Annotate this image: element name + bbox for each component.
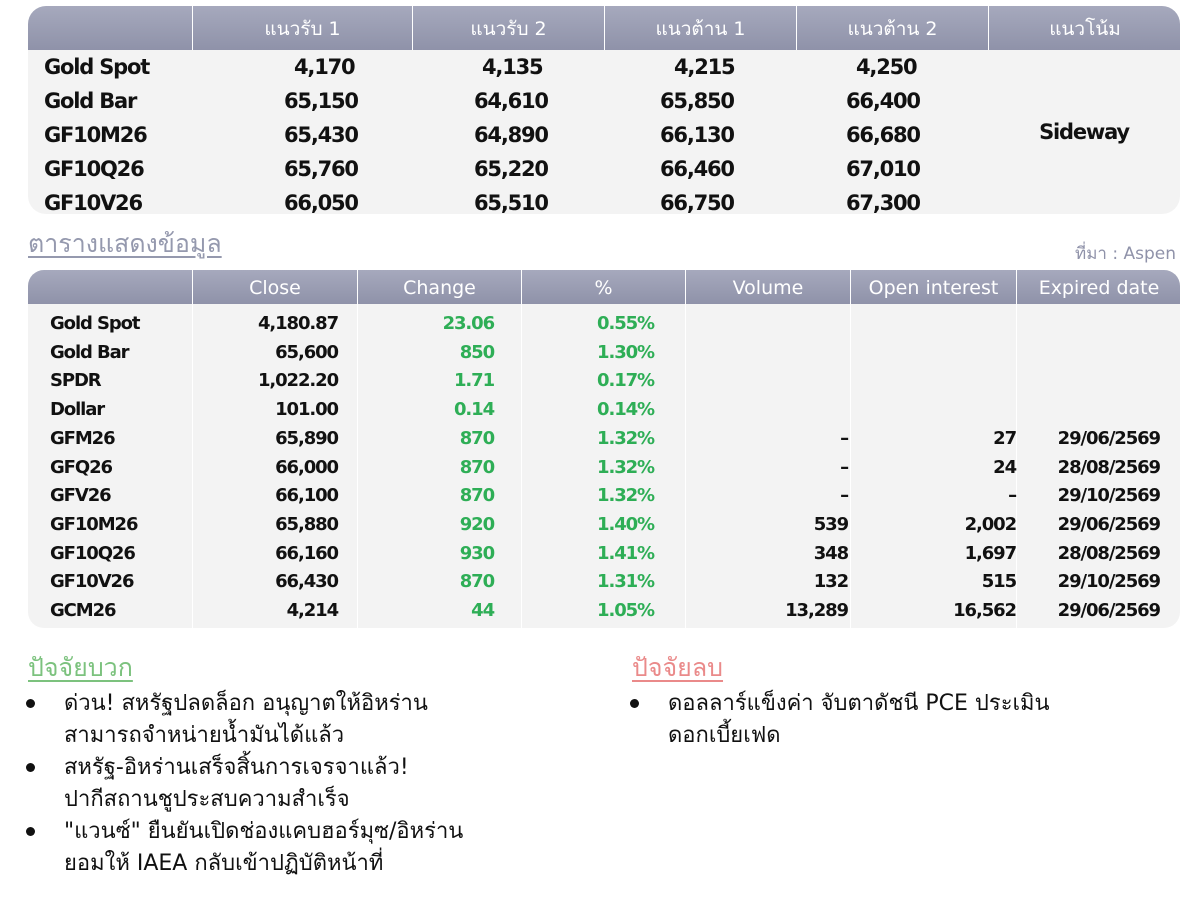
table-row: [28, 339, 1180, 368]
factor-text: สามารถจำหน่ายน้ำมันได้แล้ว: [64, 723, 345, 748]
open-interest-value: 515: [981, 571, 1016, 593]
change-value: 870: [459, 456, 494, 478]
instrument-name: GF10Q26: [50, 542, 135, 564]
support-1-value: 4,170: [294, 55, 355, 79]
support-2-value: 4,135: [482, 55, 543, 79]
expired-date-value: 29/10/2569: [1057, 485, 1160, 507]
percent-value: 0.17%: [597, 370, 654, 392]
instrument-name: Gold Bar: [50, 341, 129, 363]
percent-value: 1.30%: [597, 341, 654, 363]
bullet-icon: [26, 827, 35, 836]
close-value: 65,890: [275, 427, 338, 449]
close-value: 1,022.20: [257, 370, 338, 392]
change-value: 870: [459, 485, 494, 507]
resistance-2-value: 66,680: [846, 123, 920, 147]
percent-value: 1.32%: [597, 485, 654, 507]
support-1-value: 65,430: [284, 123, 358, 147]
close-value: 66,430: [275, 571, 338, 593]
list-item: [26, 816, 586, 880]
open-interest-value: 16,562: [953, 600, 1016, 621]
support-1-value: 65,150: [284, 89, 358, 113]
resistance-2-value: 66,400: [846, 89, 920, 113]
volume-value: –: [840, 485, 848, 507]
support-1-value: 65,760: [284, 157, 358, 181]
change-value: 870: [459, 571, 494, 593]
source-note: ที่มา : Aspen: [1074, 244, 1176, 264]
close-value: 65,880: [275, 513, 338, 535]
percent-value: 1.40%: [597, 513, 654, 535]
change-value: 1.71: [453, 370, 494, 392]
instrument-name: GF10M26: [44, 123, 147, 147]
positive-factors-list: [26, 688, 586, 880]
instrument-name: GFV26: [50, 485, 111, 507]
table-row: [28, 310, 1180, 339]
close-value: 101.00: [275, 399, 338, 421]
close-value: 65,600: [275, 341, 338, 363]
volume-value: –: [840, 456, 848, 478]
resistance-1-value: 66,460: [660, 157, 734, 181]
factor-text: ด่วน! สหรัฐปลดล็อก อนุญาตให้อิหร่าน: [64, 691, 428, 716]
instrument-name: GF10Q26: [44, 157, 144, 181]
table-row: [28, 597, 1180, 626]
support-2-value: 65,220: [474, 157, 548, 181]
instrument-name: GFQ26: [50, 456, 112, 478]
resistance-2-value: 4,250: [856, 55, 917, 79]
expired-date-value: 29/10/2569: [1057, 571, 1160, 593]
instrument-name: GF10V26: [44, 191, 142, 214]
header-open-interest: Open interest: [850, 270, 1016, 304]
instrument-name: Gold Spot: [50, 313, 140, 334]
resistance-1-value: 4,215: [674, 55, 735, 79]
instrument-name: Dollar: [50, 399, 105, 421]
section-title: ตารางแสดงข้อมูล: [28, 229, 222, 258]
factor-text: ปากีสถานชูประสบความสำเร็จ: [64, 787, 350, 812]
volume-value: 13,289: [785, 600, 848, 621]
header-support-2: แนวรับ 2: [412, 6, 604, 50]
change-value: 870: [459, 427, 494, 449]
table-row: [28, 454, 1180, 483]
support-2-value: 65,510: [474, 191, 548, 214]
instrument-name: GF10V26: [50, 571, 134, 593]
table-row: [28, 50, 1180, 84]
header-close: Close: [192, 270, 357, 304]
close-value: 4,214: [286, 600, 338, 621]
table-row: [28, 425, 1180, 454]
table-row: [28, 482, 1180, 511]
header-support-1: แนวรับ 1: [192, 6, 412, 50]
header-expired-date: Expired date: [1016, 270, 1180, 304]
percent-value: 0.14%: [597, 399, 654, 421]
close-value: 4,180.87: [257, 313, 338, 334]
percent-value: 1.05%: [597, 600, 654, 621]
resistance-1-value: 65,850: [660, 89, 734, 113]
header-trend: แนวโน้ม: [988, 6, 1180, 50]
header-change: Change: [357, 270, 521, 304]
percent-value: 0.55%: [597, 313, 654, 334]
factor-text: "แวนซ์" ยืนยันเปิดช่องแคบฮอร์มุซ/อิหร่าน: [64, 819, 464, 844]
open-interest-value: –: [1008, 485, 1016, 507]
expired-date-value: 29/06/2569: [1057, 513, 1160, 535]
market-data-table: [28, 270, 1180, 628]
instrument-name: Gold Bar: [44, 89, 137, 113]
table-header: [28, 270, 1180, 304]
table-row: [28, 152, 1180, 186]
support-1-value: 66,050: [284, 191, 358, 214]
resistance-1-value: 66,750: [660, 191, 734, 214]
change-value: 0.14: [453, 399, 494, 421]
volume-value: 539: [813, 513, 848, 535]
instrument-name: SPDR: [50, 370, 101, 392]
percent-value: 1.41%: [597, 542, 654, 564]
percent-value: 1.31%: [597, 571, 654, 593]
expired-date-value: 29/06/2569: [1057, 427, 1160, 449]
factor-text: ยอมให้ IAEA กลับเข้าปฏิบัติหน้าที่: [64, 851, 384, 876]
percent-value: 1.32%: [597, 427, 654, 449]
header-resistance-1: แนวต้าน 1: [604, 6, 796, 50]
close-value: 66,160: [275, 542, 338, 564]
support-2-value: 64,610: [474, 89, 548, 113]
header-volume: Volume: [685, 270, 850, 304]
trend-value: Sideway: [1039, 120, 1129, 144]
open-interest-value: 2,002: [964, 513, 1016, 535]
negative-factors-title: ปัจจัยลบ: [632, 653, 724, 682]
header-resistance-2: แนวต้าน 2: [796, 6, 988, 50]
table-row: [28, 396, 1180, 425]
factor-text: สหรัฐ-อิหร่านเสร็จสิ้นการเจรจาแล้ว!: [64, 755, 409, 780]
resistance-2-value: 67,010: [846, 157, 920, 181]
table-row: [28, 540, 1180, 569]
bullet-icon: [26, 763, 35, 772]
instrument-name: GFM26: [50, 427, 115, 449]
change-value: 850: [459, 341, 494, 363]
instrument-name: GCM26: [50, 600, 116, 621]
factor-text: ดอลลาร์แข็งค่า จับตาดัชนี PCE ประเมิน: [668, 691, 1050, 716]
instrument-name: GF10M26: [50, 513, 138, 535]
resistance-2-value: 67,300: [846, 191, 920, 214]
expired-date-value: 28/08/2569: [1057, 542, 1160, 564]
positive-factors-title: ปัจจัยบวก: [28, 653, 133, 682]
list-item: [630, 688, 1190, 752]
support-2-value: 64,890: [474, 123, 548, 147]
negative-factors-list: [630, 688, 1190, 752]
volume-value: 132: [813, 571, 848, 593]
table-row: [28, 511, 1180, 540]
bullet-icon: [630, 699, 639, 708]
change-value: 930: [459, 542, 494, 564]
factor-text: ดอกเบี้ยเฟด: [668, 723, 781, 748]
table-row: [28, 367, 1180, 396]
resistance-1-value: 66,130: [660, 123, 734, 147]
support-resistance-table: [28, 6, 1180, 214]
open-interest-value: 24: [993, 456, 1016, 478]
change-value: 44: [471, 600, 494, 621]
open-interest-value: 1,697: [964, 542, 1016, 564]
change-value: 23.06: [442, 313, 494, 334]
expired-date-value: 28/08/2569: [1057, 456, 1160, 478]
open-interest-value: 27: [993, 427, 1016, 449]
table-row: [28, 186, 1180, 214]
header-percent: %: [521, 270, 685, 304]
percent-value: 1.32%: [597, 456, 654, 478]
close-value: 66,000: [275, 456, 338, 478]
table-header: [28, 6, 1180, 50]
table-row: [28, 568, 1180, 597]
volume-value: 348: [813, 542, 848, 564]
volume-value: –: [840, 427, 848, 449]
list-item: [26, 688, 586, 752]
bullet-icon: [26, 699, 35, 708]
close-value: 66,100: [275, 485, 338, 507]
expired-date-value: 29/06/2569: [1057, 600, 1160, 621]
change-value: 920: [459, 513, 494, 535]
list-item: [26, 752, 586, 816]
instrument-name: Gold Spot: [44, 55, 150, 79]
